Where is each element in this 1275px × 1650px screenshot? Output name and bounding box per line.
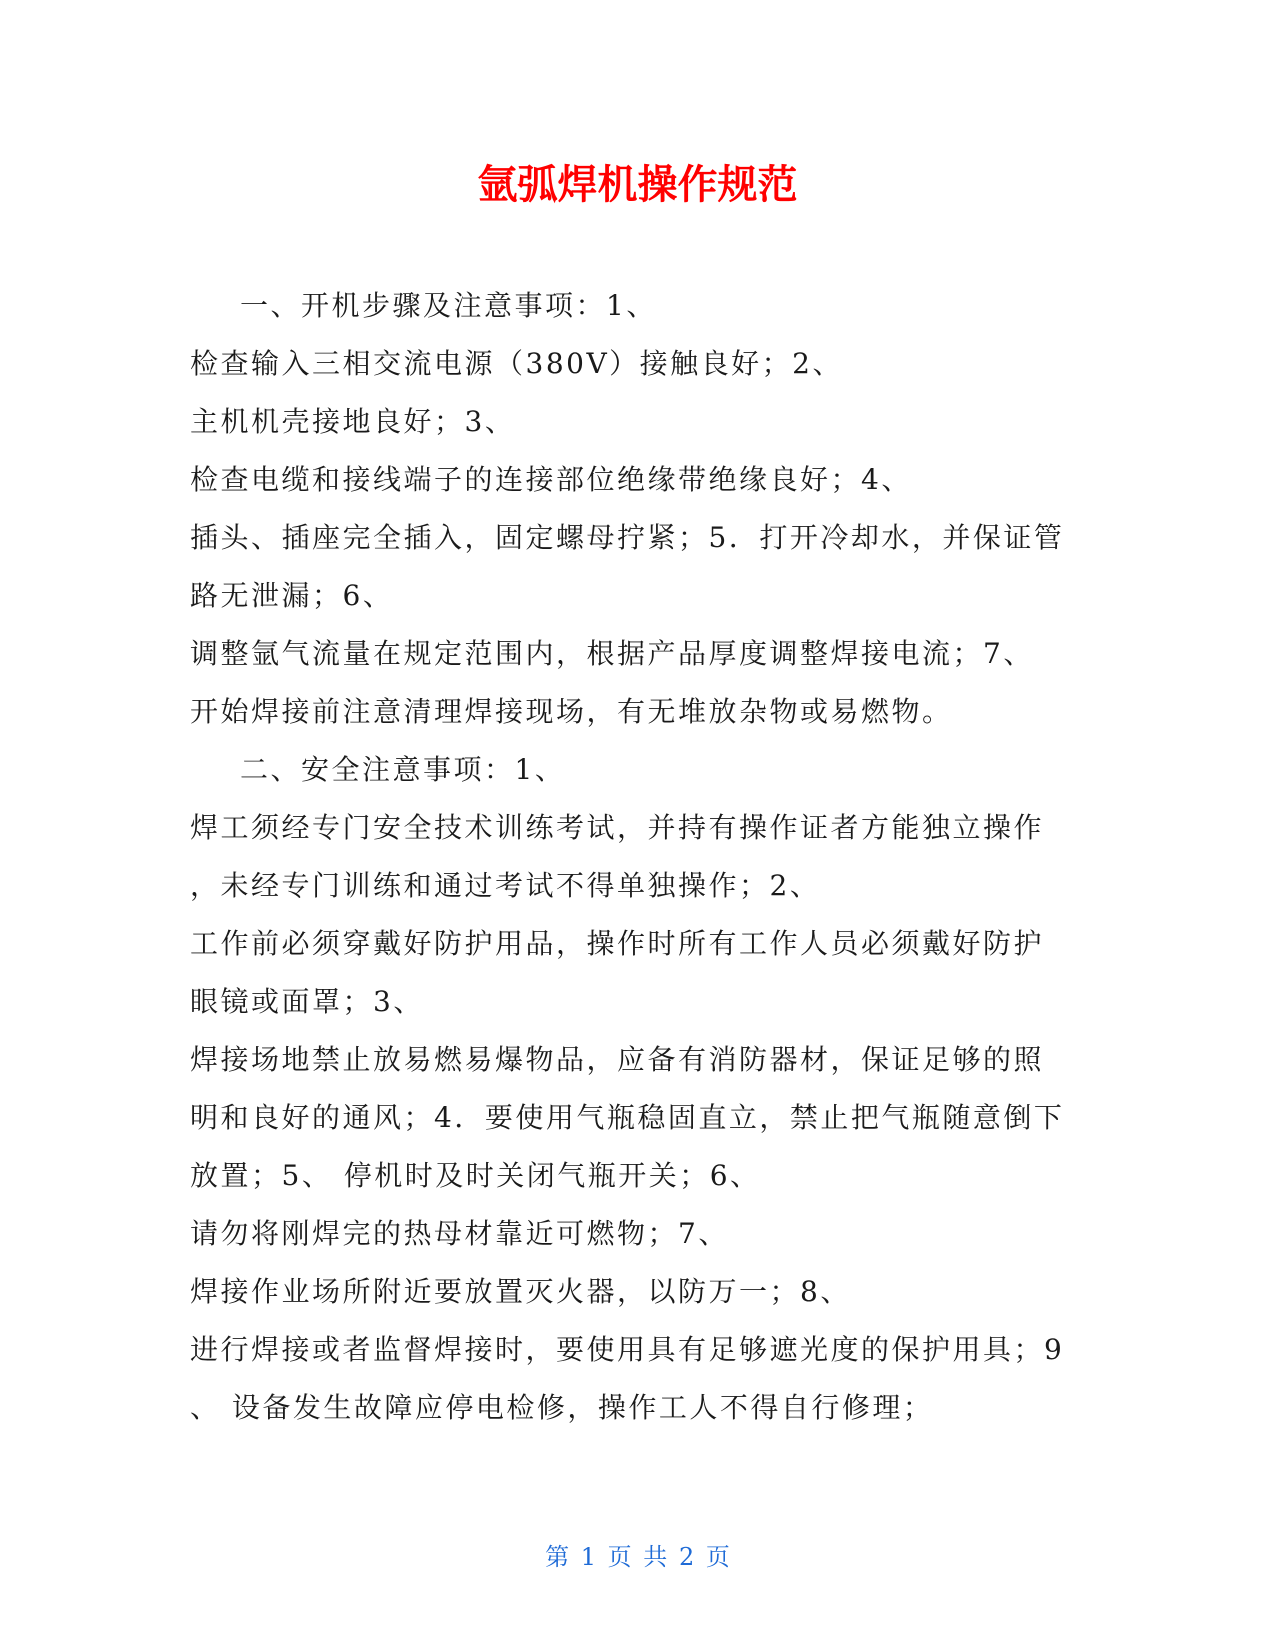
body-line: 焊接场地禁止放易燃易爆物品，应备有消防器材，保证足够的照 — [190, 1043, 1045, 1076]
body-line: 眼镜或面罩；3、 — [190, 985, 424, 1018]
body-line: 焊工须经专门安全技术训练考试，并持有操作证者方能独立操作 — [190, 811, 1045, 844]
body-line: 明和良好的通风；4．要使用气瓶稳固直立，禁止把气瓶随意倒下 — [190, 1101, 1065, 1134]
body-line: 插头、插座完全插入，固定螺母拧紧；5．打开冷却水，并保证管 — [190, 521, 1065, 554]
section-heading: 二、安全注意事项：1、 — [240, 753, 566, 786]
section-heading: 一、开机步骤及注意事项：1、 — [240, 289, 657, 322]
body-line: 开始焊接前注意清理焊接现场，有无堆放杂物或易燃物。 — [190, 695, 953, 728]
body-line: 检查输入三相交流电源（380V）接触良好；2、 — [190, 347, 843, 380]
body-line: 、 设备发生故障应停电检修，操作工人不得自行修理； — [190, 1391, 934, 1424]
body-line: 放置；5、 停机时及时关闭气瓶开关；6、 — [190, 1159, 761, 1192]
body-line: 路无泄漏；6、 — [190, 579, 394, 612]
body-line: 焊接作业场所附近要放置灭火器，以防万一；8、 — [190, 1275, 851, 1308]
body-line: 检查电缆和接线端子的连接部位绝缘带绝缘良好；4、 — [190, 463, 912, 496]
body-line: ，未经专门训练和通过考试不得单独操作；2、 — [190, 869, 821, 902]
body-line: 主机机壳接地良好；3、 — [190, 405, 516, 438]
document-title: 氩弧焊机操作规范 — [477, 162, 798, 208]
body-line: 请勿将刚焊完的热母材靠近可燃物；7、 — [190, 1217, 729, 1250]
body-line: 进行焊接或者监督焊接时，要使用具有足够遮光度的保护用具；9 — [190, 1333, 1065, 1366]
page-number-footer: 第 1 页 共 2 页 — [545, 1543, 730, 1571]
body-line: 调整氩气流量在规定范围内，根据产品厚度调整焊接电流；7、 — [190, 637, 1034, 670]
body-line: 工作前必须穿戴好防护用品，操作时所有工作人员必须戴好防护 — [190, 927, 1045, 960]
